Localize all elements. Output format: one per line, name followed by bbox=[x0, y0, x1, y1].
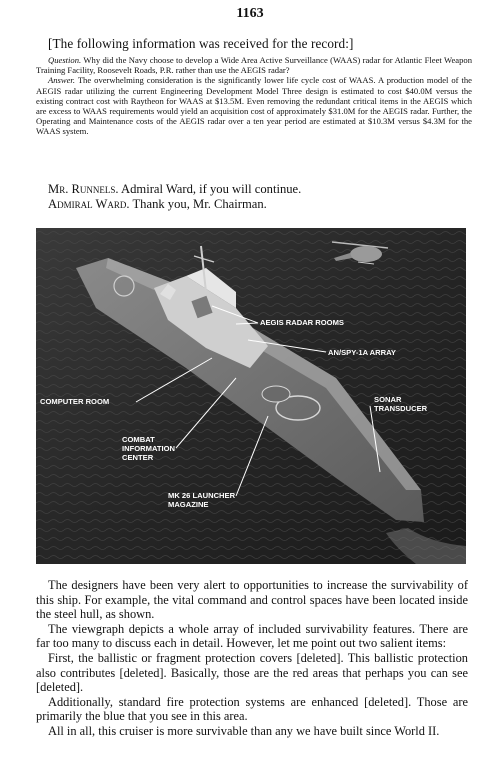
body-text bbox=[36, 578, 468, 739]
dialogue-text: Thank you, Mr. Chairman. bbox=[132, 197, 267, 211]
forward-gun-mount bbox=[262, 386, 290, 402]
answer-label: Answer. bbox=[48, 75, 75, 86]
body-paragraph: Additionally, standard fire protection systems are enhanced [deleted]. Those are primarily the blue that you see in this area. bbox=[36, 694, 468, 724]
speaker-name: Mr. Runnels. bbox=[48, 182, 119, 196]
speaker-name: Admiral Ward. bbox=[48, 197, 130, 211]
page-number: 1163 bbox=[236, 6, 264, 21]
label-launcher-line2: MAGAZINE bbox=[168, 500, 209, 509]
label-computer-room: COMPUTER ROOM bbox=[40, 397, 110, 406]
question-answer-block bbox=[36, 55, 472, 137]
answer-text: The overwhelming consideration is the significantly lower life cycle cost of WAAS. A production model of the AEGIS radar utilizing the current Engineering Development Model Three design is estimated to cost $40.0M versus the existing contract cost with Raytheon for WAAS at $13.5M. Even removing the redundant critical items in the AEGIS which are excess to WAAS requirements would yield an acquisition cost of approximately $31.0M for the AEGIS radar. Further, the Operating and Maintenance costs of the AEGIS radar over a ten year period are estimated at $10.3M versus $4.3M for the WAAS system. bbox=[36, 75, 472, 137]
label-cic-line1: COMBAT bbox=[122, 435, 155, 444]
body-paragraph: All in all, this cruiser is more survivable than any we have built since World II. bbox=[48, 723, 440, 738]
label-spy-array: AN/SPY-1A ARRAY bbox=[328, 348, 396, 357]
dialogue-text: Admiral Ward, if you will continue. bbox=[121, 182, 302, 196]
label-cic-line3: CENTER bbox=[122, 453, 154, 462]
question-label: Question. bbox=[48, 55, 82, 65]
body-paragraph: The viewgraph depicts a whole array of included survivability features. There are far too many to discuss each in detail. However, let me point out two salient items: bbox=[36, 621, 468, 651]
label-launcher-line1: MK 26 LAUNCHER bbox=[168, 491, 236, 500]
label-aegis-radar-rooms: AEGIS RADAR ROOMS bbox=[260, 318, 344, 327]
dialogue-line bbox=[36, 197, 472, 212]
cruiser-photo bbox=[36, 228, 466, 564]
label-cic-line2: INFORMATION bbox=[122, 444, 176, 453]
body-paragraph: First, the ballistic or fragment protection covers [deleted]. This ballistic protection also contributes [deleted]. Basically, those are the red areas that perhaps you can see [deleted]. bbox=[36, 650, 468, 695]
label-sonar-line2: TRANSDUCER bbox=[374, 404, 428, 413]
question-text: Why did the Navy choose to develop a Wide Area Active Surveillance (WAAS) radar for Atlantic Fleet Weapon Training Facility, Roosevelt Roads, P.R. rather than use the AEGIS radar? bbox=[36, 55, 472, 76]
record-heading: [The following information was received for the record:] bbox=[48, 36, 354, 51]
body-paragraph: The designers have been very alert to opportunities to increase the survivability of this ship. For example, the vital command and control spaces have been located inside the steel hull, as shown. bbox=[36, 578, 468, 622]
label-sonar-line1: SONAR bbox=[374, 395, 402, 404]
cruiser-illustration bbox=[36, 228, 466, 564]
question-paragraph bbox=[36, 55, 472, 75]
hearing-dialogue bbox=[36, 182, 472, 212]
dialogue-line bbox=[36, 182, 472, 197]
answer-paragraph bbox=[36, 75, 472, 136]
